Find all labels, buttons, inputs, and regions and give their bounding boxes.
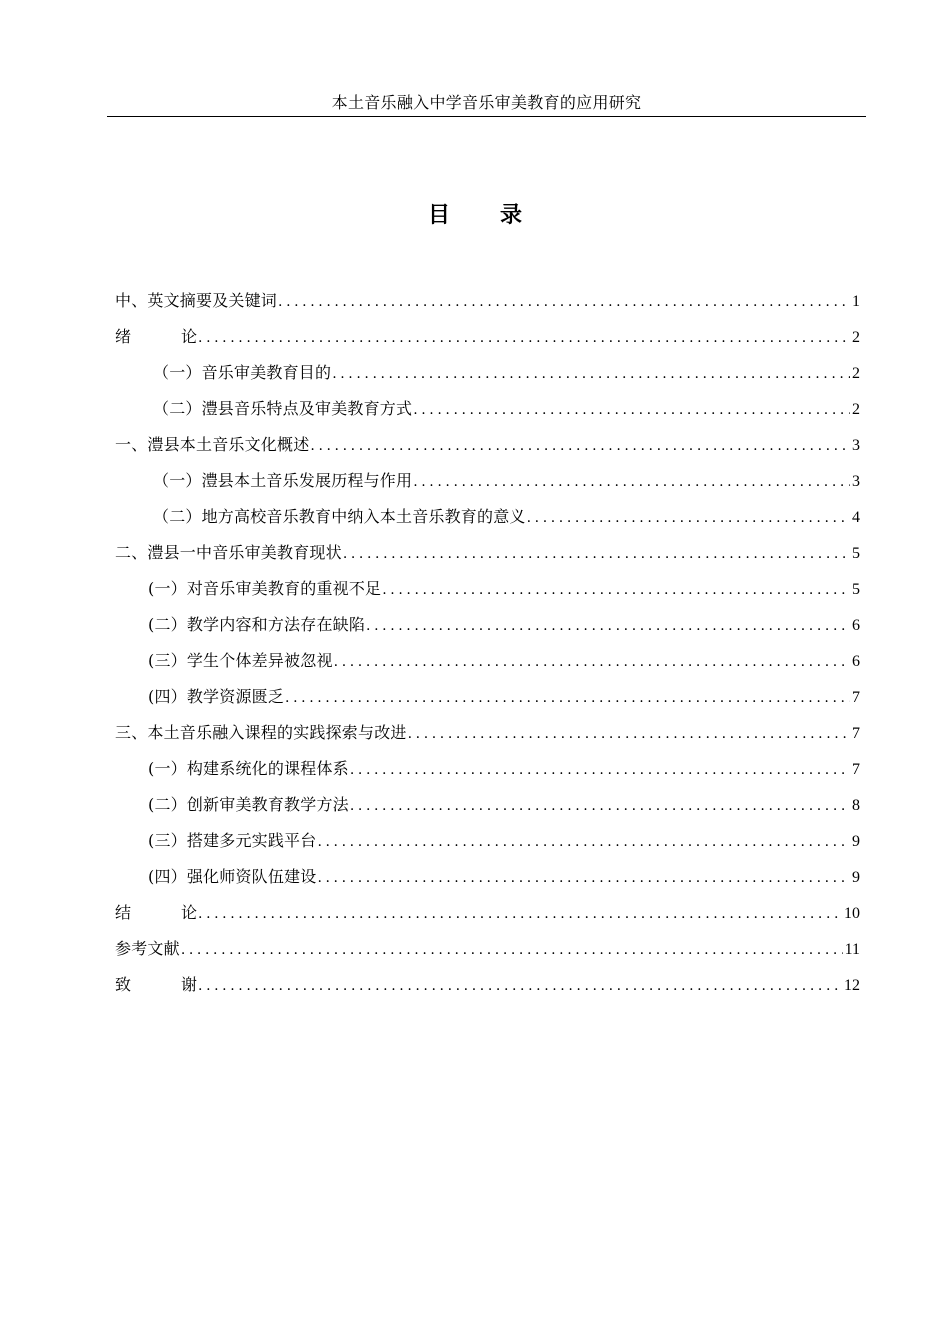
toc-entry-chapter-3-1[interactable] (115, 755, 860, 791)
toc-entry-label: （一）音乐审美教育目的 (153, 363, 332, 382)
toc-title-char-1: 目 (427, 202, 450, 228)
toc-entry-label: 绪 论 (115, 327, 198, 346)
toc-entry-introduction[interactable] (115, 323, 860, 359)
toc-entry-page: 11 (844, 941, 860, 958)
dot-leader (278, 288, 850, 316)
dot-leader (317, 864, 850, 892)
toc-entry-page: 7 (852, 689, 860, 706)
toc-entry-page: 9 (852, 869, 860, 886)
dot-leader (332, 360, 850, 388)
toc-entry-chapter-2-1[interactable] (115, 575, 860, 611)
toc-entry-label: 二、澧县一中音乐审美教育现状 (115, 543, 342, 562)
page-header (107, 92, 866, 117)
dot-leader (198, 972, 842, 1000)
toc-entry-label: 参考文献 (115, 939, 180, 958)
toc-entry-page: 3 (852, 473, 860, 490)
toc-entry-intro-1[interactable] (115, 359, 860, 395)
dot-leader (334, 648, 850, 676)
table-of-contents (115, 287, 860, 1007)
toc-entry-label: （一）澧县本土音乐发展历程与作用 (153, 471, 413, 490)
dot-leader (413, 396, 850, 424)
toc-title-char-2: 录 (500, 202, 523, 228)
dot-leader (350, 756, 850, 784)
toc-entry-page: 4 (852, 509, 860, 526)
toc-entry-chapter-1-2[interactable] (115, 503, 860, 539)
dot-leader (413, 468, 850, 496)
dot-leader (198, 324, 850, 352)
toc-entry-label: 结 论 (115, 903, 198, 922)
toc-entry-page: 2 (852, 401, 860, 418)
toc-entry-chapter-2[interactable] (115, 539, 860, 575)
toc-entry-label: (一）构建系统化的课程体系 (148, 759, 349, 778)
toc-entry-page: 7 (852, 725, 860, 742)
toc-entry-label: (二）教学内容和方法存在缺陷 (148, 615, 366, 634)
toc-entry-page: 12 (844, 977, 860, 994)
toc-entry-label: 中、英文摘要及关键词 (115, 291, 278, 310)
toc-entry-page: 5 (852, 545, 860, 562)
toc-entry-acknowledgements[interactable] (115, 971, 860, 1007)
dot-leader (198, 900, 842, 928)
toc-entry-references[interactable] (115, 935, 860, 971)
toc-entry-page: 8 (852, 797, 860, 814)
dot-leader (366, 612, 850, 640)
toc-entry-page: 3 (852, 437, 860, 454)
toc-entry-chapter-2-4[interactable] (115, 683, 860, 719)
toc-entry-chapter-3-3[interactable] (115, 827, 860, 863)
toc-entry-chapter-2-2[interactable] (115, 611, 860, 647)
toc-entry-label: (一）对音乐审美教育的重视不足 (148, 579, 382, 598)
dot-leader (527, 504, 850, 532)
toc-entry-chapter-3[interactable] (115, 719, 860, 755)
dot-leader (285, 684, 850, 712)
dot-leader (317, 828, 850, 856)
toc-entry-chapter-1[interactable] (115, 431, 860, 467)
toc-entry-label: 一、澧县本土音乐文化概述 (115, 435, 310, 454)
toc-entry-page: 2 (852, 329, 860, 346)
toc-title (0, 200, 950, 230)
dot-leader (350, 792, 850, 820)
toc-entry-intro-2[interactable] (115, 395, 860, 431)
toc-entry-page: 5 (852, 581, 860, 598)
toc-entry-label: (三）搭建多元实践平台 (148, 831, 317, 850)
toc-entry-chapter-2-3[interactable] (115, 647, 860, 683)
toc-entry-page: 7 (852, 761, 860, 778)
toc-entry-chapter-3-4[interactable] (115, 863, 860, 899)
toc-entry-label: (三）学生个体差异被忽视 (148, 651, 333, 670)
toc-entry-label: (四）教学资源匮乏 (148, 687, 285, 706)
running-header-title: 本土音乐融入中学音乐审美教育的应用研究 (331, 93, 642, 112)
toc-entry-label: 三、本土音乐融入课程的实践探索与改进 (115, 723, 407, 742)
toc-entry-label: （二）地方高校音乐教育中纳入本土音乐教育的意义 (153, 507, 526, 526)
toc-entry-abstract[interactable] (115, 287, 860, 323)
toc-entry-conclusion[interactable] (115, 899, 860, 935)
toc-entry-label: （二）澧县音乐特点及审美教育方式 (153, 399, 413, 418)
toc-entry-label: 致 谢 (115, 975, 198, 994)
dot-leader (310, 432, 850, 460)
dot-leader (181, 936, 843, 964)
dot-leader (382, 576, 850, 604)
toc-entry-chapter-1-1[interactable] (115, 467, 860, 503)
toc-entry-page: 2 (852, 365, 860, 382)
toc-entry-page: 6 (852, 617, 860, 634)
dot-leader (343, 540, 850, 568)
toc-entry-page: 10 (844, 905, 860, 922)
toc-entry-chapter-3-2[interactable] (115, 791, 860, 827)
toc-entry-page: 9 (852, 833, 860, 850)
toc-entry-label: (四）强化师资队伍建设 (148, 867, 317, 886)
toc-entry-label: (二）创新审美教育教学方法 (148, 795, 349, 814)
toc-entry-page: 6 (852, 653, 860, 670)
dot-leader (408, 720, 850, 748)
toc-entry-page: 1 (852, 293, 860, 310)
